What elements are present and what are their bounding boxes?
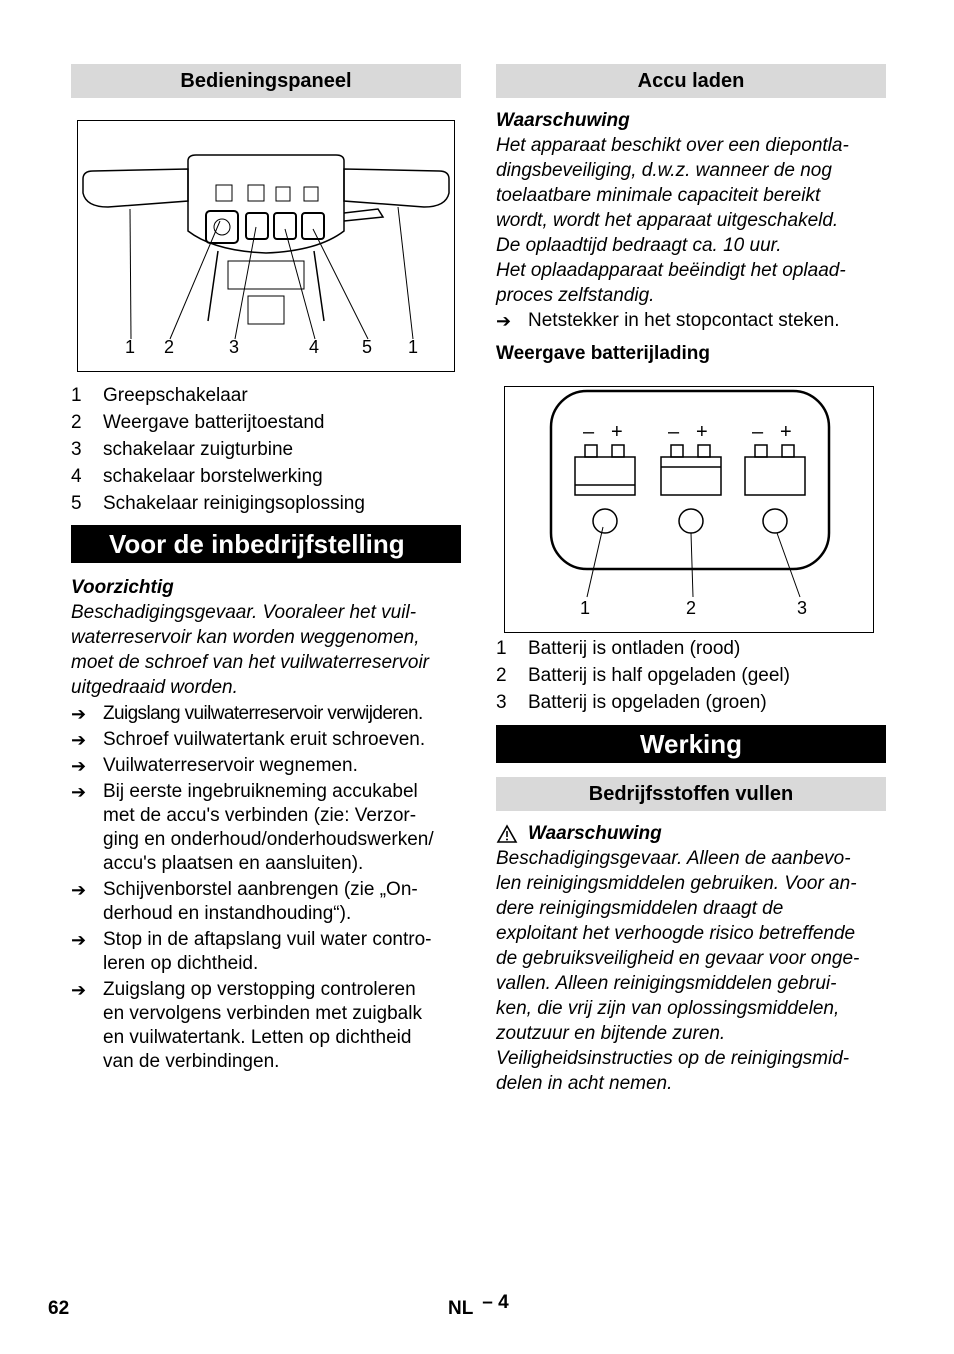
step-item: ➔ Stop in de aftapslang vuil water contro- leren op dichtheid. [71, 929, 432, 974]
arrow-icon: ➔ [71, 730, 87, 750]
legend-item: 5 Schakelaar reinigingsoplossing [71, 493, 365, 514]
page-number: 62 [48, 1298, 70, 1319]
warning2-text: Beschadigingsgevaar. Alleen de aanbevo- len reinigingsmiddelen gebruiken. Voor an- dere reinigingsmiddelen draagt de exploitant het verhoogde risico betreffende de gebruiksveiligheid en gevaar voor onge- vallen. Alleen reinigingsmiddelen gebrui- ken, die vrij zijn van oplossingsmiddelen, zoutzuur en bijtende zuren. Veiligheidsinstructies op de reinigingsmid- delen in acht nemen. [496, 848, 860, 1094]
battery-icon [745, 445, 805, 495]
step-item: ➔ Zuigslang op verstopping controleren en vervolgens verbinden met zuigbalk en vuilwatertank. Letten op dichtheid van de verbindingen. [71, 979, 422, 1072]
warning-triangle-icon [496, 824, 518, 844]
panel-heading: Bedieningspaneel [71, 64, 461, 98]
steps-list [71, 702, 461, 1074]
callout-1a: 1 [125, 337, 136, 357]
control-panel-drawing [78, 121, 454, 371]
arrow-icon: ➔ [71, 704, 87, 724]
battery-display-heading: Weergave batterijlading [496, 343, 710, 364]
charging-heading: Accu laden [496, 64, 886, 98]
legend-item: 2 Weergave batterijtoestand [71, 412, 325, 433]
footer-language: NL – 4 [448, 1292, 509, 1319]
step-item: ➔ Zuigslang vuilwaterreservoir verwijderen. [71, 703, 423, 724]
caution-text: Beschadigingsgevaar. Vooraleer het vuil- waterreservoir kan worden weggenomen, moet de schroef van het vuilwaterreservoir uitgedraaid worden. [71, 602, 429, 698]
callout-4: 4 [309, 337, 320, 357]
callout-5: 5 [362, 337, 373, 357]
warning2-label: Waarschuwing [528, 823, 662, 844]
callout-1: 1 [580, 598, 591, 618]
step-item: ➔ Vuilwaterreservoir wegnemen. [71, 755, 358, 776]
step-item: ➔ Schijvenborstel aanbrengen (zie „On- derhoud en instandhouding“). [71, 879, 418, 924]
battery-display-drawing [505, 387, 873, 632]
callout-3: 3 [229, 337, 240, 357]
battery-legend [496, 635, 886, 716]
warning-text: Het apparaat beschikt over een diepontla- dingsbeveiliging, d.w.z. wanneer de nog toelaatbare minimale capaciteit bereikt wordt, wordt het apparaat uitgeschakeld. De oplaadtijd bedraagt ca. 10 uur. Het oplaadapparaat beëindigt het oplaad- proces zelfstandig. [496, 135, 849, 306]
arrow-icon: ➔ [71, 782, 87, 802]
led-red [593, 509, 617, 533]
right-column [496, 64, 886, 1096]
control-panel-legend [71, 382, 461, 517]
battery-icon [575, 445, 635, 495]
minus-sign-3: – [752, 421, 764, 443]
section-heading-commissioning: Voor de inbedrijfstelling [71, 525, 461, 563]
footer-subpage: – 4 [482, 1292, 509, 1313]
control-panel-figure [77, 120, 455, 372]
legend-item: 1 Batterij is ontladen (rood) [496, 638, 741, 659]
caution-label: Voorzichtig [71, 577, 174, 598]
plus-sign-3: + [780, 421, 792, 443]
legend-item: 3 Batterij is opgeladen (groen) [496, 692, 767, 713]
warning2-header [496, 821, 886, 846]
plus-sign-2: + [696, 421, 708, 443]
subsection-heading-fluids: Bedrijfsstoffen vullen [496, 777, 886, 811]
led-green [763, 509, 787, 533]
callout-2: 2 [686, 598, 697, 618]
battery-icon [661, 445, 721, 495]
legend-item: 4 schakelaar borstelwerking [71, 466, 323, 487]
battery-display-figure [504, 386, 874, 633]
step-item: ➔ Schroef vuilwatertank eruit schroeven. [71, 729, 426, 750]
minus-sign-2: – [668, 421, 680, 443]
warning-label: Waarschuwing [496, 110, 630, 131]
legend-item: 3 schakelaar zuigturbine [71, 439, 294, 460]
callout-1b: 1 [408, 337, 419, 357]
arrow-icon: ➔ [71, 880, 87, 900]
led-yellow [679, 509, 703, 533]
section-heading-operation: Werking [496, 725, 886, 763]
minus-sign-1: – [583, 421, 595, 443]
arrow-icon: ➔ [71, 756, 87, 776]
legend-item: 2 Batterij is half opgeladen (geel) [496, 665, 790, 686]
step-item: ➔ Bij eerste ingebruikneming accukabel met de accu's verbinden (zie: Verzor- ging en onderhoud/onderhoudswerken/ accu's plaatsen en aansluiten). [71, 781, 434, 874]
arrow-icon: ➔ [71, 980, 87, 1000]
legend-item: 1 Greepschakelaar [71, 385, 248, 406]
step-item: ➔ Netstekker in het stopcontact steken. [496, 310, 840, 331]
callout-2: 2 [164, 337, 175, 357]
left-column [71, 64, 461, 1076]
arrow-icon: ➔ [71, 930, 87, 950]
arrow-icon: ➔ [496, 311, 512, 331]
callout-3: 3 [797, 598, 808, 618]
plus-sign-1: + [611, 421, 623, 443]
